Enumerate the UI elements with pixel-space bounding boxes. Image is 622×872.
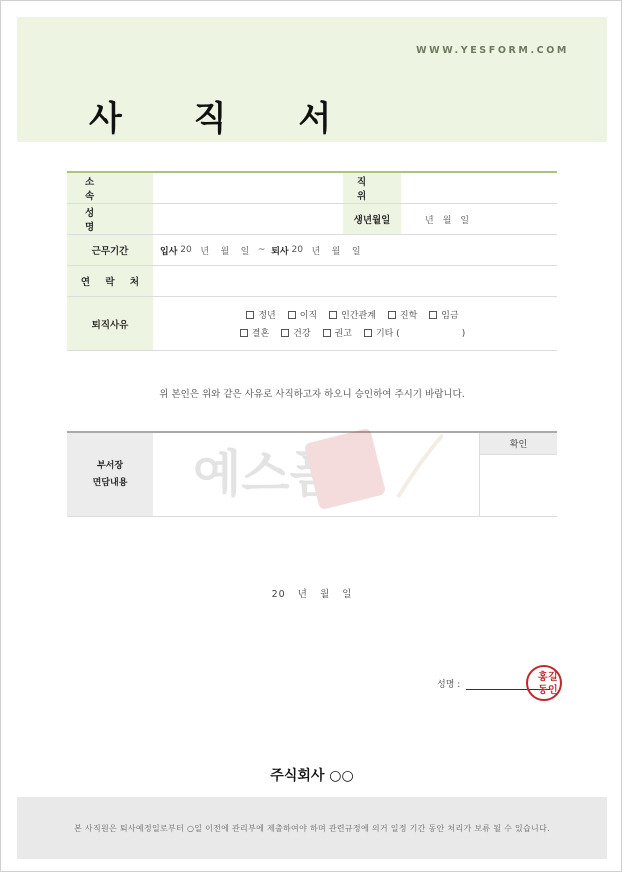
resignation-form (67, 171, 557, 351)
reason-option[interactable]: 건강 (281, 326, 310, 339)
leave-month-unit: 월 (331, 246, 341, 257)
period-tilde: ~ (257, 245, 266, 255)
reason-option[interactable]: 정년 (246, 308, 275, 321)
dept-field[interactable] (153, 173, 343, 203)
seal-stamp-icon (524, 663, 564, 703)
period-label: 근무기간 (67, 235, 153, 265)
birth-field[interactable] (401, 204, 557, 234)
join-month-unit: 월 (220, 246, 230, 257)
join-year-unit: 년 (200, 246, 210, 257)
statement-text: 위 본인은 위와 같은 사유로 사직하고자 하오니 승인하여 주시기 바랍니다. (159, 389, 465, 400)
contact-field[interactable] (153, 266, 557, 296)
header-band (17, 17, 607, 142)
page-title: 사 직 서 (89, 99, 362, 139)
site-url: WWW.YESFORM.COM (416, 45, 569, 56)
dept-label: 소 속 (67, 173, 153, 203)
date-year-prefix: 20 (271, 589, 286, 600)
interview-section (67, 431, 557, 517)
leave-day-unit: 일 (351, 246, 361, 257)
name-field[interactable] (153, 204, 343, 234)
leave-label: 퇴사 (271, 246, 289, 257)
checkbox[interactable] (246, 311, 254, 319)
company-name: 주식회사 ○○ (270, 768, 354, 784)
birth-label: 생년월일 (343, 204, 401, 234)
svg-text:홍: 홍 (538, 672, 548, 683)
watermark-brush (398, 435, 443, 497)
position-label: 직 위 (343, 173, 401, 203)
interview-label: 부서장 면담내용 (67, 433, 153, 516)
reason-option[interactable]: 인간관계 (329, 308, 376, 321)
join-day-unit: 일 (240, 246, 250, 257)
reason-option-other[interactable]: 기타 ( ) (364, 326, 465, 339)
footer-note: 본 사직원은 퇴사예정일로부터 ○일 이전에 관리부에 제출하여야 하며 관련규정에 의거 일정 기간 동안 처리가 보류 될 수 있습니다. (17, 797, 607, 859)
reason-label: 퇴직사유 (67, 297, 153, 350)
position-field[interactable] (401, 173, 557, 203)
svg-text:동: 동 (538, 685, 548, 696)
reason-option[interactable]: 진학 (388, 308, 417, 321)
form-row-name (67, 204, 557, 235)
birth-month-unit: 월 (442, 215, 453, 226)
checkbox[interactable] (323, 329, 331, 337)
checkbox[interactable] (364, 329, 372, 337)
checkbox[interactable] (240, 329, 248, 337)
svg-text:인: 인 (548, 685, 558, 696)
checkbox[interactable] (429, 311, 437, 319)
form-row-contact (67, 266, 557, 297)
reason-option[interactable]: 이직 (288, 308, 317, 321)
confirm-label: 확인 (480, 433, 557, 455)
leave-year-unit: 년 (311, 246, 321, 257)
confirm-cell (480, 433, 557, 516)
reason-options (153, 297, 557, 350)
leave-year-prefix: 20 (291, 245, 303, 255)
form-row-period (67, 235, 557, 266)
reason-option[interactable]: 임금 (429, 308, 458, 321)
checkbox[interactable] (329, 311, 337, 319)
checkbox[interactable] (388, 311, 396, 319)
interview-content-field[interactable] (153, 433, 480, 516)
reason-option[interactable]: 결혼 (240, 326, 269, 339)
period-field[interactable] (153, 235, 557, 265)
form-row-dept (67, 173, 557, 204)
contact-label: 연 락 처 (67, 266, 153, 296)
svg-text:길: 길 (548, 672, 558, 683)
date-line (1, 586, 622, 600)
reason-row-1 (246, 308, 470, 321)
reason-option[interactable]: 권고 (323, 326, 352, 339)
signature-label: 성명 : (437, 680, 461, 690)
form-row-reason (67, 297, 557, 351)
checkbox[interactable] (288, 311, 296, 319)
name-label: 성 명 (67, 204, 153, 234)
birth-day-unit: 일 (460, 215, 471, 226)
join-label: 입사 (160, 246, 178, 257)
date-day-unit: 일 (342, 589, 353, 600)
watermark-logo (193, 427, 443, 519)
date-month-unit: 월 (319, 589, 331, 600)
join-year-prefix: 20 (180, 245, 192, 255)
confirm-field[interactable] (480, 455, 557, 516)
reason-row-2 (240, 326, 477, 339)
date-year-unit: 년 (297, 589, 308, 600)
birth-year-unit: 년 (425, 215, 435, 226)
checkbox[interactable] (281, 329, 289, 337)
watermark-text-left: 예스폼 (193, 445, 338, 503)
